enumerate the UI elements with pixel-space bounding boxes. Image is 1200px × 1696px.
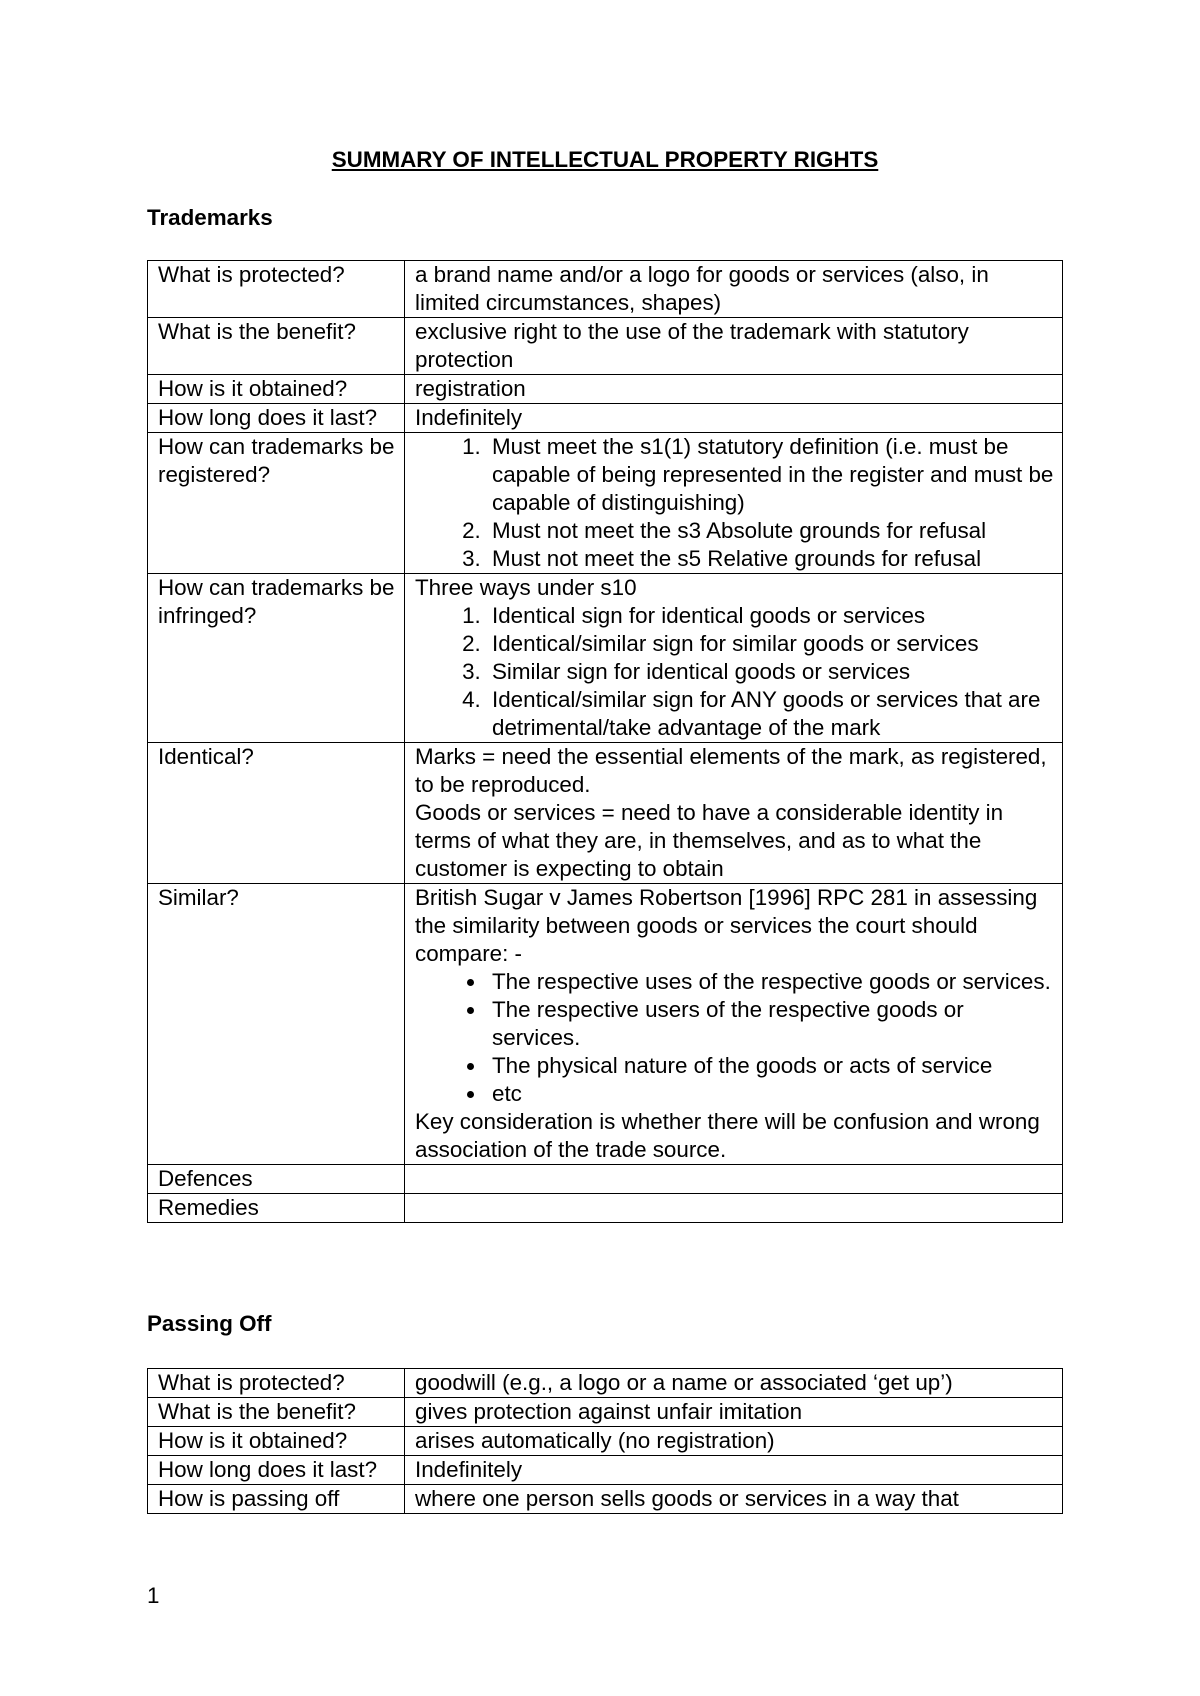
answer-cell: arises automatically (no registration) — [405, 1427, 1063, 1456]
answer-cell: Indefinitely — [405, 1456, 1063, 1485]
question-cell: How is it obtained? — [148, 375, 405, 404]
question-cell: How can trademarks be registered? — [148, 433, 405, 574]
infringement-intro: Three ways under s10 — [415, 575, 637, 600]
list-item: 1. Identical sign for identical goods or services — [487, 602, 1054, 630]
question-cell: How is it obtained? — [148, 1427, 405, 1456]
answer-cell — [405, 1165, 1063, 1194]
list-item: 3. Must not meet the s5 Relative grounds for refusal — [487, 545, 1054, 573]
question-cell: Similar? — [148, 884, 405, 1165]
list-item: • The physical nature of the goods or acts of service — [487, 1052, 1054, 1080]
table-row — [148, 1369, 1063, 1398]
table-row — [148, 1194, 1063, 1223]
passing-off-heading: Passing Off — [147, 1311, 272, 1336]
passing-off-table — [147, 1368, 1063, 1514]
infringement-list — [415, 602, 1054, 742]
table-row — [148, 1456, 1063, 1485]
question-cell: Defences — [148, 1165, 405, 1194]
table-row — [148, 318, 1063, 375]
table-row — [148, 884, 1063, 1165]
answer-cell: Indefinitely — [405, 404, 1063, 433]
list-item: 3. Similar sign for identical goods or services — [487, 658, 1054, 686]
table-row — [148, 574, 1063, 743]
question-cell: What is protected? — [148, 261, 405, 318]
similar-intro: British Sugar v James Robertson [1996] RPC 281 in assessing the similarity between goods or services the court should compare: - — [415, 885, 1038, 966]
table-row — [148, 743, 1063, 884]
identical-marks-text: Marks = need the essential elements of the mark, as registered, to be reproduced. — [415, 744, 1047, 797]
trademarks-table — [147, 260, 1063, 1223]
table-row — [148, 404, 1063, 433]
answer-cell — [405, 574, 1063, 743]
identical-goods-text: Goods or services = need to have a considerable identity in terms of what they are, in themselves, and as to what the customer is expecting to obtain — [415, 800, 1004, 881]
table-row — [148, 1165, 1063, 1194]
answer-cell: gives protection against unfair imitation — [405, 1398, 1063, 1427]
question-cell: How is passing off — [148, 1485, 405, 1514]
answer-cell: where one person sells goods or services in a way that — [405, 1485, 1063, 1514]
page-title: SUMMARY OF INTELLECTUAL PROPERTY RIGHTS — [331, 147, 879, 172]
table-row — [148, 375, 1063, 404]
trademarks-heading: Trademarks — [147, 205, 273, 230]
answer-cell — [405, 884, 1063, 1165]
answer-cell — [405, 433, 1063, 574]
answer-cell — [405, 1194, 1063, 1223]
table-row — [148, 1427, 1063, 1456]
question-cell: How long does it last? — [148, 1456, 405, 1485]
question-cell: What is the benefit? — [148, 1398, 405, 1427]
answer-cell: goodwill (e.g., a logo or a name or associated ‘get up’) — [405, 1369, 1063, 1398]
question-cell: Identical? — [148, 743, 405, 884]
similar-outro: Key consideration is whether there will be confusion and wrong association of the trade source. — [415, 1109, 1040, 1162]
answer-cell: a brand name and/or a logo for goods or services (also, in limited circumstances, shapes) — [405, 261, 1063, 318]
table-row — [148, 261, 1063, 318]
question-cell: What is protected? — [148, 1369, 405, 1398]
page-number: 1 — [147, 1583, 160, 1608]
list-item: • The respective users of the respective goods or services. — [487, 996, 1054, 1052]
question-cell: How can trademarks be infringed? — [148, 574, 405, 743]
answer-cell — [405, 743, 1063, 884]
answer-cell: registration — [405, 375, 1063, 404]
similarity-factors-list — [415, 968, 1054, 1108]
question-cell: Remedies — [148, 1194, 405, 1223]
registration-requirements-list — [415, 433, 1054, 573]
question-cell: How long does it last? — [148, 404, 405, 433]
list-item: • etc — [487, 1080, 1054, 1108]
table-row — [148, 1485, 1063, 1514]
list-item: • The respective uses of the respective goods or services. — [487, 968, 1054, 996]
list-item: 2. Must not meet the s3 Absolute grounds for refusal — [487, 517, 1054, 545]
table-row — [148, 1398, 1063, 1427]
list-item: 4. Identical/similar sign for ANY goods or services that are detrimental/take advantage of the mark — [487, 686, 1054, 742]
answer-cell: exclusive right to the use of the trademark with statutory protection — [405, 318, 1063, 375]
table-row — [148, 433, 1063, 574]
list-item: 1. Must meet the s1(1) statutory definition (i.e. must be capable of being represented in the register and must be capable of distinguishing) — [487, 433, 1054, 517]
list-item: 2. Identical/similar sign for similar goods or services — [487, 630, 1054, 658]
question-cell: What is the benefit? — [148, 318, 405, 375]
